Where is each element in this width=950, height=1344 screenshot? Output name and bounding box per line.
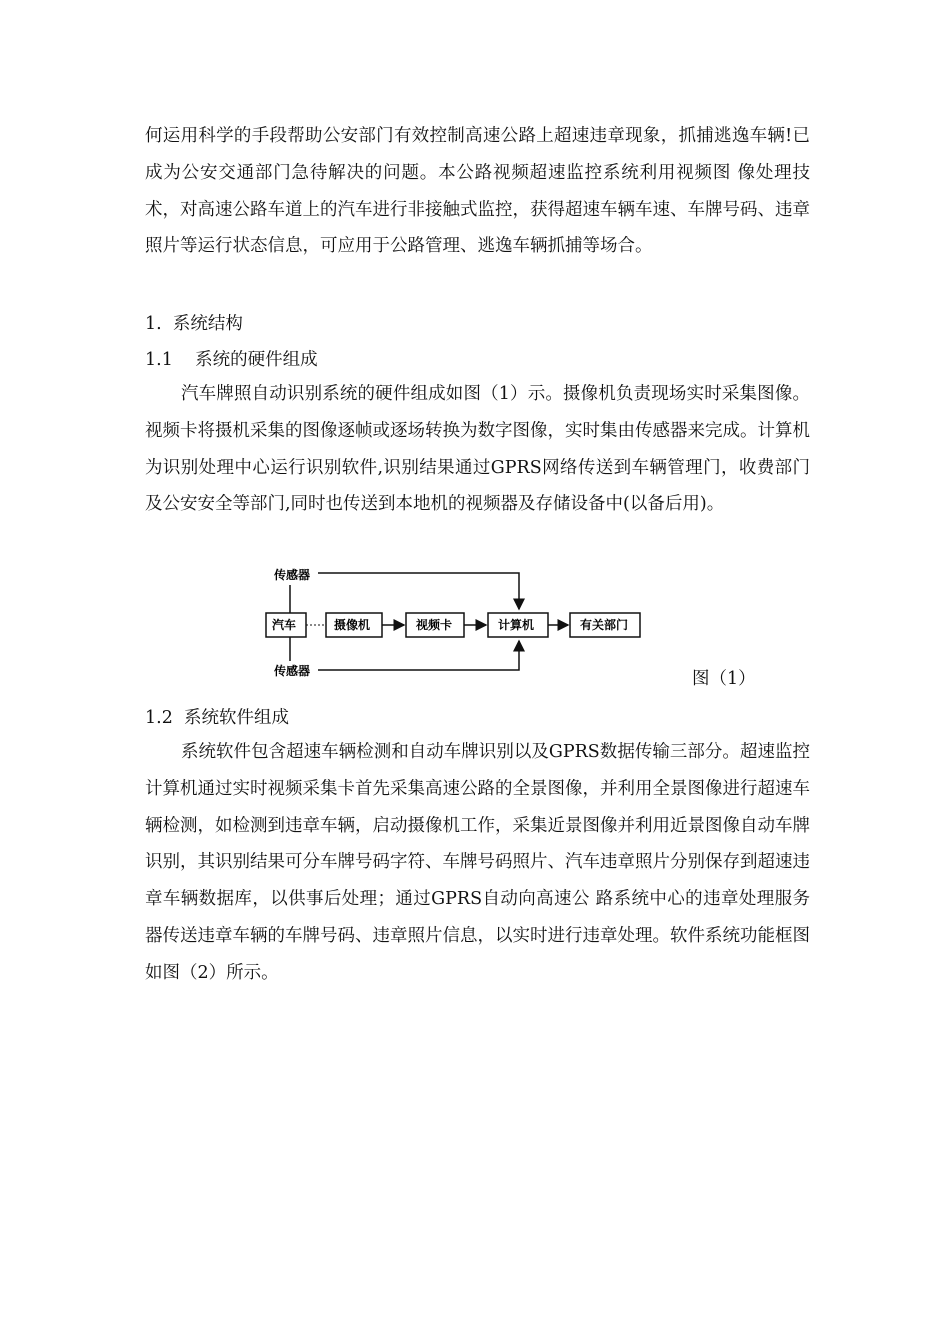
- software-paragraph: 系统软件包含超速车辆检测和自动车牌识别以及GPRS数据传输三部分。超速监控计算机通过实时视频采集卡首先采集高速公路的全景图像，并利用全景图像进行超速车辆检测，如检测到违章车辆，启动摄像机工作，采集近景图像并利用近景图像自动车牌识别，其识别结果可分车牌号码字符、车牌号码照片、汽车违章照片分别保存到超速违章车辆数据库，以供事后处理；通过GPRS自动向高速公 路系统中心的违章处理服务器传送违章车辆的车牌号码、违章照片信息，以实时进行违章处理。软件系统功能框图如图（2）所示。: [145, 742, 810, 983]
- video-card-label: 视频卡: [416, 618, 453, 632]
- sensor-top-arrow: [318, 573, 519, 609]
- computer-label: 计算机: [498, 618, 535, 632]
- sensor-bottom-arrow: [318, 641, 519, 670]
- sensor-top-label: 传感器: [274, 568, 311, 582]
- hardware-diagram: [258, 563, 658, 685]
- sensor-bottom-label: 传感器: [274, 664, 311, 678]
- section-1-title: 1. 系统结构: [145, 314, 243, 334]
- intro-paragraph: 何运用科学的手段帮助公安部门有效控制高速公路上超速违章现象，抓捕逃逸车辆!已成为公安交通部门急待解决的问题。本公路视频超速监控系统利用视频图 像处理技术，对高速公路车道上的汽车进行非接触式监控，获得超速车辆车速、车牌号码、违章照片等运行状态信息，可应用于公路管理、逃逸车辆抓捕等场合。: [145, 126, 810, 257]
- figure-1-caption: 图（1）: [692, 669, 756, 689]
- department-label: 有关部门: [580, 618, 629, 632]
- car-label: 汽车: [272, 618, 297, 632]
- hardware-paragraph: 汽车牌照自动识别系统的硬件组成如图（1）示。摄像机负责现场实时采集图像。视频卡将摄机采集的图像逐帧或逐场转换为数字图像，实时集由传感器来完成。计算机为识别处理中心运行识别软件,识别结果通过GPRS网络传送到车辆管理门，收费部门及公安安全等部门,同时也传送到本地机的视频器及存储设备中(以备后用)。: [145, 384, 810, 515]
- section-1-1-title: 1.1 系统的硬件组成: [145, 350, 318, 370]
- section-1-2-title: 1.2 系统软件组成: [145, 708, 289, 728]
- camera-label: 摄像机: [334, 618, 371, 632]
